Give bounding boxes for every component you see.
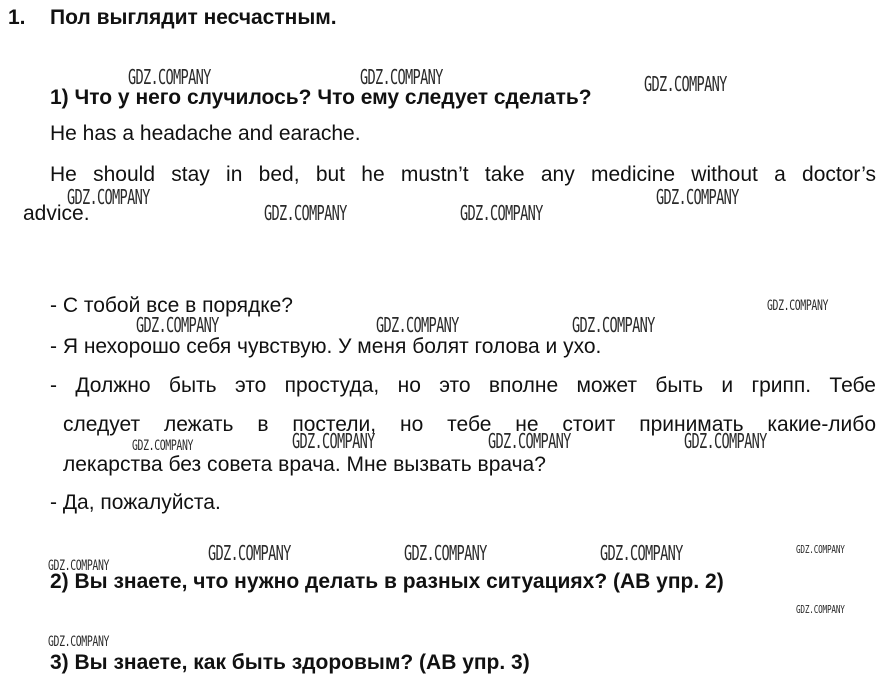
dialogue-line-4: следует лежать в постели, но тебе не стоит принимать какие-либо — [63, 413, 876, 436]
task-title: Пол выглядит несчастным. — [50, 6, 337, 29]
watermark: GDZ.COMPANY — [132, 438, 194, 454]
watermark: GDZ.COMPANY — [796, 603, 845, 616]
question-3-heading: 3) Вы знаете, как быть здоровым? (AB упр. 3) — [50, 651, 530, 674]
dialogue-line-3: - Должно быть это простуда, но это вполне может быть и грипп. Тебе — [50, 374, 876, 397]
watermark: GDZ.COMPANY — [292, 429, 375, 453]
dialogue-line-1: - С тобой все в порядке? — [50, 294, 293, 317]
dialogue-line-5: лекарства без совета врача. Мне вызвать врача? — [63, 453, 546, 476]
watermark: GDZ.COMPANY — [360, 65, 443, 89]
watermark: GDZ.COMPANY — [488, 429, 571, 453]
dialogue-line-2: - Я нехорошо себя чувствую. У меня болят голова и ухо. — [50, 335, 602, 358]
watermark: GDZ.COMPANY — [572, 313, 655, 337]
task-number: 1. — [8, 6, 26, 29]
watermark: GDZ.COMPANY — [644, 72, 727, 96]
watermark: GDZ.COMPANY — [48, 558, 110, 574]
watermark: GDZ.COMPANY — [460, 201, 543, 225]
watermark: GDZ.COMPANY — [684, 429, 767, 453]
answer-1-line-2: He should stay in bed, but he mustn’t take any medicine without a doctor’s — [50, 163, 876, 186]
watermark: GDZ.COMPANY — [600, 541, 683, 565]
watermark: GDZ.COMPANY — [48, 634, 110, 650]
question-2-heading: 2) Вы знаете, что нужно делать в разных ситуациях? (AB упр. 2) — [50, 570, 724, 593]
watermark: GDZ.COMPANY — [67, 185, 150, 209]
dialogue-line-6: - Да, пожалуйста. — [50, 491, 221, 514]
watermark: GDZ.COMPANY — [264, 201, 347, 225]
watermark: GDZ.COMPANY — [208, 541, 291, 565]
watermark: GDZ.COMPANY — [128, 65, 211, 89]
watermark: GDZ.COMPANY — [796, 543, 845, 556]
watermark: GDZ.COMPANY — [376, 313, 459, 337]
watermark: GDZ.COMPANY — [767, 298, 829, 314]
answer-1-line-3: advice. — [23, 202, 90, 225]
watermark: GDZ.COMPANY — [404, 541, 487, 565]
watermark: GDZ.COMPANY — [136, 313, 219, 337]
question-1-heading: 1) Что у него случилось? Что ему следует сделать? — [50, 86, 592, 109]
watermark: GDZ.COMPANY — [656, 185, 739, 209]
answer-1-line-1: He has a headache and earache. — [50, 122, 361, 145]
